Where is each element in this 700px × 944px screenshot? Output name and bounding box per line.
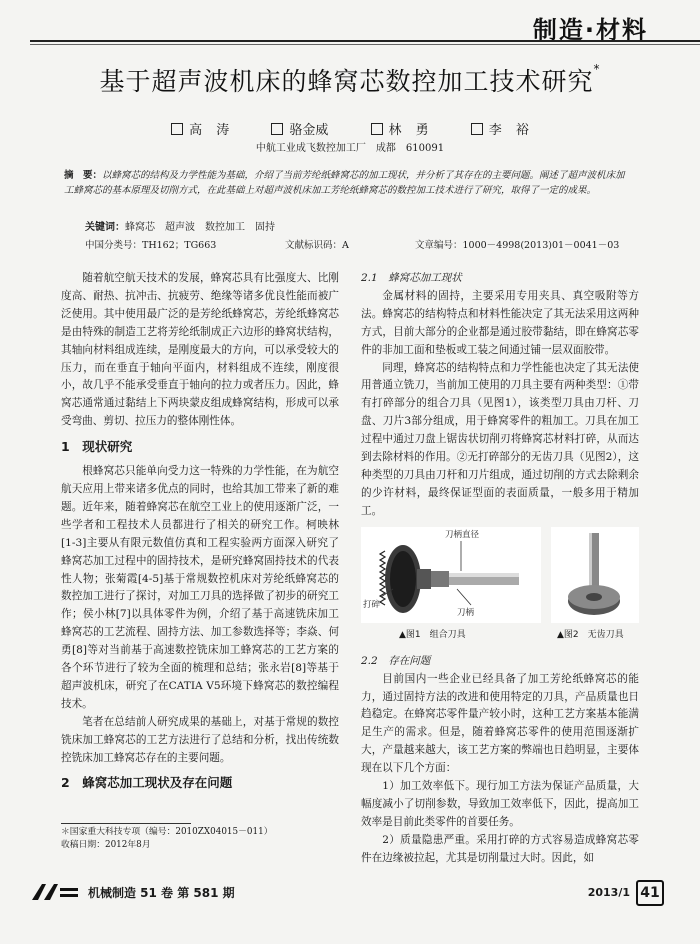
journal-logo-icon (30, 882, 80, 902)
label-shank-diameter: 刀柄直径 (445, 529, 480, 540)
title-footnote-mark: * (593, 62, 601, 76)
footnote (61, 826, 273, 852)
section-1-paragraph: 笔者在总结前人研究成果的基础上，对基于常规的数控铣床加工蜂窝芯的工艺方法进行了总结和分析，找出传统数控铣床加工蜂窝芯存在的主要问题。 (61, 715, 339, 764)
figure-row (361, 527, 639, 645)
funding-note: ＊国家重大科技专项（编号：2010ZX04015－011） (61, 827, 273, 837)
issue-date: 2013/1 (587, 886, 630, 899)
article-number: 文章编号：1000－4998(2013)01－0041－03 (415, 240, 620, 251)
subsection-2-2-heading: 2.2 存在问题 (361, 654, 431, 667)
keywords-label: 关键词： (85, 222, 125, 233)
keywords (85, 218, 275, 233)
body-paragraph: 金属材料的固持，主要采用专用夹具、真空吸附等方法。蜂窝芯的结构特点和材料性能决定了其无法采用这两种方式，目前大部分的企业都是通过胶带黏结，即在蜂窝芯零件的非加工面和垫板或工装之间通过铺一层双面胶带。 (361, 289, 639, 356)
left-column (61, 270, 339, 799)
journal-name: 机械制造 51 卷 第 581 期 (88, 886, 235, 900)
page-number: 41 (636, 880, 664, 906)
section-1-paragraph: 根蜂窝芯只能单向受力这一特殊的力学性能，在为航空航天应用上带来诸多优点的同时，也给其加工带来了新的难题。近年来，随着蜂窝芯在航空工业上的使用逐渐广泛，一些学者和工程技术人员都进行了相关的研究工作。柯映林[1-3]主要从有限元数值仿真和工程实验两方面深入研究了蜂窝芯加工过程中的固持技术，是研究蜂窝固持技术的代表性人物；张菊霞[4-5]基于常规数控机床对芳纶纸蜂窝芯的数控加工进行了探讨，对加工刀具的选择做了初步的研究工作；侯小林[7]以具体零件为例，介绍了基于高速铣床加工蜂窝芯的工艺流程、固持方法、加工参数选择等；李焱、何勇[8]等对当前基于高速数控铣床加工蜂窝芯的工艺方案的各个环节进行了较为全面的梳理和总结；张永岩[8]等基于超声波机床，研究了在CATIA V5环境下蜂窝芯的数控编程技术。 (61, 465, 339, 710)
section-tag: 制造·材料 (532, 16, 648, 44)
header-rule (30, 40, 700, 42)
figure-2-caption: ▲图2 无齿刀具 (557, 629, 624, 640)
abstract-label: 摘 要： (64, 170, 103, 181)
author: 高 涛 (171, 123, 229, 138)
figure-1-caption: ▲图1 组合刀具 (399, 629, 466, 640)
section-1-heading: 1 现状研究 (61, 439, 133, 455)
body-paragraph: 1）加工效率低下。现行加工方法为保证产品质量，大幅度减小了切削参数，导致加工效率低下，因此，提高加工效率是目前此类零件的首要任务。 (361, 780, 639, 828)
article-title-text: 基于超声波机床的蜂窝芯数控加工技术研究 (99, 67, 594, 96)
abstract (64, 168, 634, 198)
author-marker-icon (371, 123, 383, 135)
header-rule-thin (30, 44, 700, 45)
author-marker-icon (171, 123, 183, 135)
article-title (0, 62, 700, 98)
document-code: 文献标识码：A (285, 240, 349, 251)
author-list (0, 119, 700, 138)
figure-2 (551, 527, 639, 645)
footnote-rule (61, 823, 191, 824)
label-crusher: 打碎 (363, 599, 381, 610)
keywords-text: 蜂窝芯 超声波 数控加工 固持 (125, 222, 275, 233)
author: 李 裕 (471, 123, 529, 138)
affiliation: 中航工业成飞数控加工厂 成都 610091 (255, 143, 445, 154)
body-paragraph: 目前国内一些企业已经具备了加工芳纶纸蜂窝芯的能力，通过固持方法的改进和使用特定的刀具，产品质量也日趋稳定。在蜂窝芯零件量产较小时，这种工艺方案基本能满足生产的需求。但是，随着蜂窝芯零件的使用范围逐渐扩大，产量越来越大，该工艺方案的弊端也日趋明显，主要体现在以下几个方面： (361, 672, 639, 775)
right-column (361, 270, 639, 868)
subsection-2-1-heading: 2.1 蜂窝芯加工现状 (361, 272, 462, 284)
author: 林 勇 (371, 123, 429, 138)
author-marker-icon (271, 123, 283, 135)
figure-1 (361, 527, 541, 645)
body-paragraph: 2）质量隐患严重。采用打碎的方式容易造成蜂窝芯零件在边缘被拉起，尤其是切削量过大时。因此，如 (361, 833, 639, 864)
abstract-text: 以蜂窝芯的结构及力学性能为基础，介绍了当前芳纶纸蜂窝芯的加工现状，并分析了其存在的主要问题。阐述了超声波机床加工蜂窝芯的基本原理及切削方式，在此基础上对超声波机床加工芳纶纸蜂窝芯的数控加工技术进行了研究，取得了一定的成果。 (64, 170, 625, 196)
clc-number: 中国分类号：TH162；TG663 (85, 240, 217, 251)
author: 骆金威 (271, 123, 328, 138)
author-marker-icon (471, 123, 483, 135)
toothless-cutter-illustration (551, 527, 639, 623)
received-date: 收稿日期：2012年8月 (61, 840, 151, 850)
intro-paragraph: 随着航空航天技术的发展，蜂窝芯具有比强度大、比刚度高、耐热、抗冲击、抗疲劳、绝缘等诸多优良性能而被广泛使用。其中使用最广泛的是芳纶纸蜂窝芯，芳纶纸蜂窝芯是由特殊的制造工艺将芳纶纸制成正六边形的蜂窝状结构，其轴向材料组成连续，是刚度最大的方向，可以承受较大的压力，而在垂直于轴向平面内，材料组成不连续，刚度很小，故几乎不能承受垂直于轴向的拉力或者压力。因此，蜂窝芯通常通过黏结上下两块蒙皮组成蜂窝结构，形成可以承受弯曲、剪切、拉压力的整体刚性体。 (61, 272, 339, 428)
body-paragraph: 同理，蜂窝芯的结构特点和力学性能也决定了其无法使用普通立铣刀，当前加工使用的刀具主要有两种类型：①带有打碎部分的组合刀具（见图1），该类型刀具由刀杆、刀盘、刀片3部分组成，用于蜂窝零件的粗加工。刀具在加工过程中通过刀盘上锯齿状切削刃将蜂窝芯材料打碎，从而达到去除材料的作用。②无打碎部分的无齿刀具（见图2），这种类型的刀具由刀杆和刀片组成，通过切削的方式去除剩余的少许材料，最终保证型面的表面质量，一般多用于精加工。 (361, 361, 639, 517)
label-shank: 刀柄 (457, 607, 475, 618)
section-2-heading: 2 蜂窝芯加工现状及存在问题 (61, 775, 233, 791)
page-footer (30, 882, 670, 902)
